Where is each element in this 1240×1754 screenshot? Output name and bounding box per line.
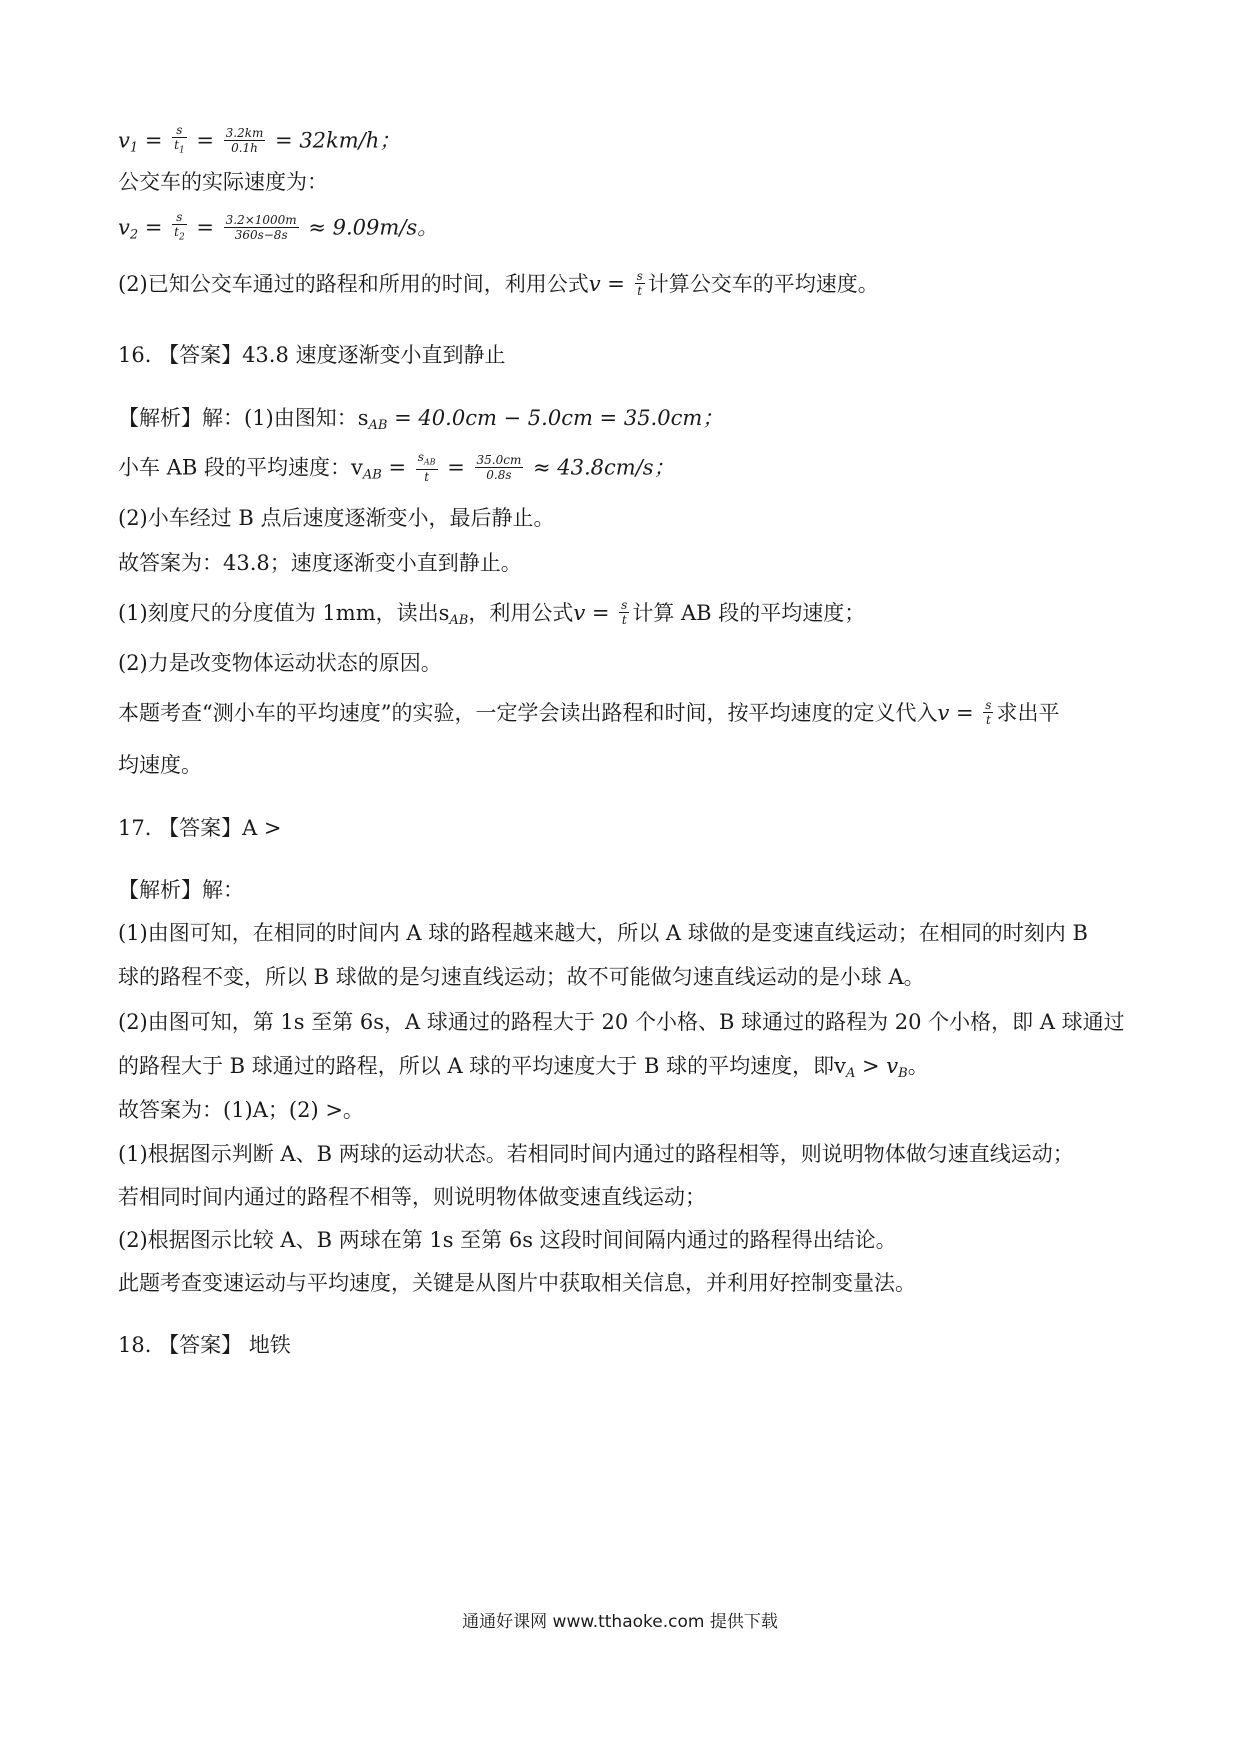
- formula-v1: $v_1$ = $\frac{s}{t_1}$ = $\frac{3.2km}{0.1h}$ = 32km/h；: [118, 123, 401, 156]
- text-line: (1)根据图示判断 A、B 两球的运动状态。若相同时间内通过的路程相等，则说明物体做匀速直线运动；: [118, 1142, 1074, 1166]
- text-line: 均速度。: [118, 753, 202, 777]
- text-line: 故答案为：(1)A；(2) >。: [118, 1098, 364, 1122]
- text-line: 此题考查变速运动与平均速度，关键是从图片中获取相关信息，并利用好控制变量法。: [118, 1271, 916, 1295]
- text-line: (2)由图可知，第 1s 至第 6s，A 球通过的路程大于 20 个小格、B 球通过的路程为 20 个小格，即 A 球通过: [118, 1010, 1125, 1034]
- text-line: (1)刻度尺的分度值为 1mm，读出$s_{AB}$，利用公式v = $\frac{s}{t}$ 计算 AB 段的平均速度；: [118, 598, 866, 628]
- text-line: 的路程大于 B 球通过的路程，所以 A 球的平均速度大于 B 球的平均速度，即$v_A > v_B$。: [118, 1054, 929, 1081]
- page-footer: 通通好课网 www.tthaoke.com 提供下载: [462, 1612, 778, 1632]
- text-line: 【解析】解：(1)由图知：$s_{AB} = 40.0cm - 5.0cm = 35.0cm$；: [118, 406, 724, 433]
- text-line: (1)由图可知，在相同的时间内 A 球的路程越来越大，所以 A 球做的是变速直线运动；在相同的时刻内 B: [118, 921, 1088, 945]
- text-line: 【解析】解：: [118, 878, 244, 902]
- text-line: (2)已知公交车通过的路程和所用的时间，利用公式v = $\frac{s}{t}$ 计算公交车的平均速度。: [118, 269, 879, 298]
- text-line: 本题考查“测小车的平均速度”的实验，一定学会读出路程和时间，按平均速度的定义代入v = $\frac{s}{t}$ 求出平: [118, 698, 1060, 727]
- text-line: (2)小车经过 B 点后速度逐渐变小，最后静止。: [118, 506, 555, 530]
- answer-17-title: 17. 【答案】A >: [118, 816, 282, 840]
- text-line: (2)根据图示比较 A、B 两球在第 1s 至第 6s 这段时间间隔内通过的路程得出结论。: [118, 1228, 897, 1252]
- answer-16-title: 16. 【答案】43.8 速度逐渐变小直到静止: [118, 343, 506, 367]
- text-line: 若相同时间内通过的路程不相等，则说明物体做变速直线运动；: [118, 1185, 706, 1209]
- text-line: 小车 AB 段的平均速度：$v_{AB}$ = $\frac{s_{AB}}{t}$ = $\frac{35.0cm}{0.8s}$ ≈ 43.8cm/s；: [118, 450, 675, 485]
- text-line: 公交车的实际速度为：: [118, 170, 328, 194]
- formula-v2: $v_2$ = $\frac{s}{t_2}$ = $\frac{3.2\times 1000m}{360s-8s}$ ≈ 9.09m/s。: [118, 210, 439, 243]
- text-line: 球的路程不变，所以 B 球做的是匀速直线运动；故不可能做匀速直线运动的是小球 A。: [118, 965, 925, 989]
- text-line: (2)力是改变物体运动状态的原因。: [118, 651, 442, 675]
- text-line: 故答案为：43.8；速度逐渐变小直到静止。: [118, 551, 522, 575]
- answer-18-title: 18. 【答案】 地铁: [118, 1333, 291, 1357]
